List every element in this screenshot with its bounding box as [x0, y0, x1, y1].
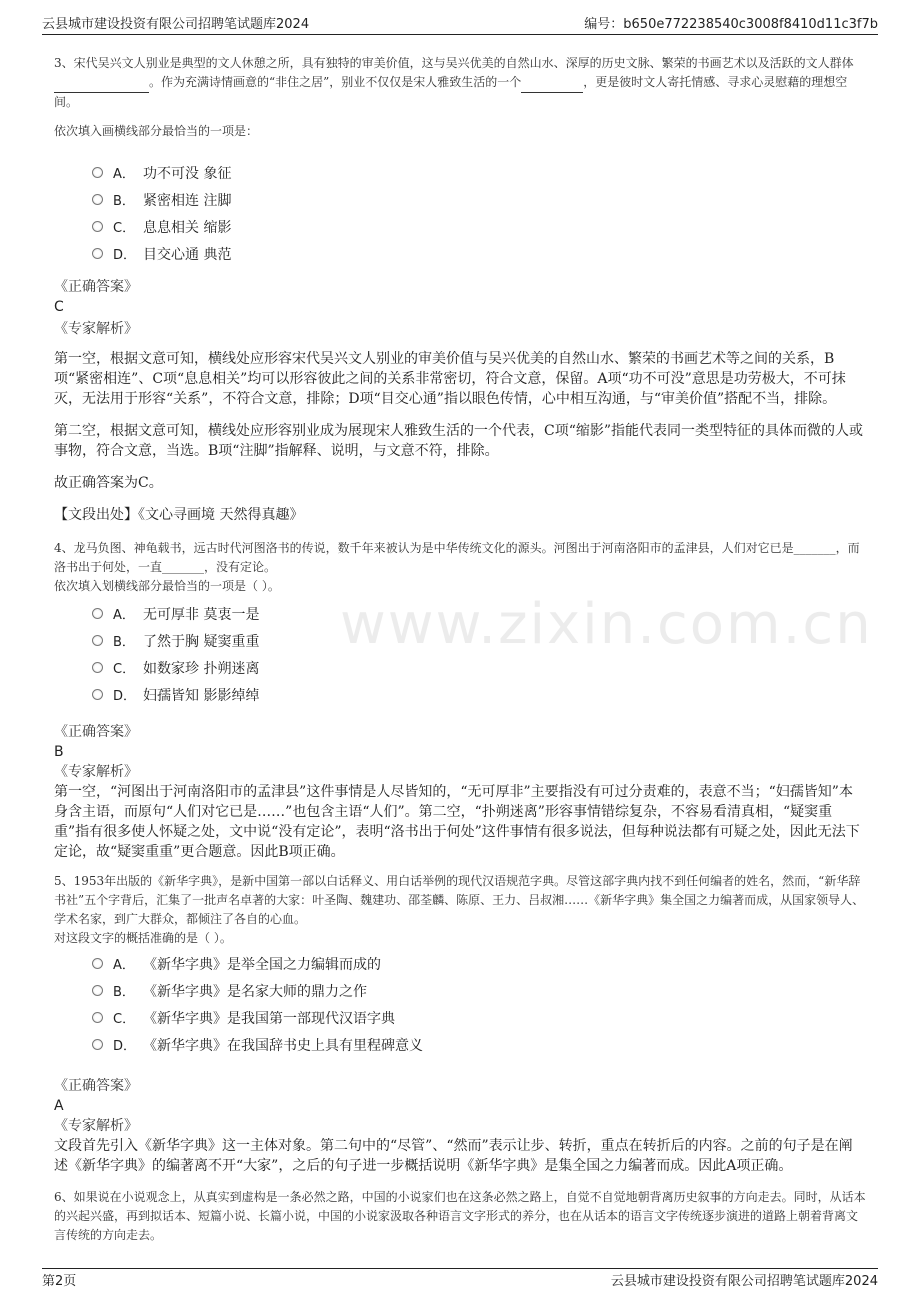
- question-5: [54, 872, 866, 1176]
- radio-icon[interactable]: [92, 248, 103, 259]
- radio-icon[interactable]: [92, 635, 103, 646]
- analysis-label: 《专家解析》: [54, 321, 138, 337]
- option-d[interactable]: D． 妇孺皆知 影影绰绰: [92, 681, 866, 708]
- answer-blank: [54, 73, 149, 93]
- watermark: www.zixin.com.cn: [340, 592, 873, 657]
- answer-label: 《正确答案》: [54, 279, 138, 295]
- radio-icon[interactable]: [92, 689, 103, 700]
- option-c[interactable]: C． 《新华字典》是我国第一部现代汉语字典: [92, 1004, 866, 1031]
- answer-value: C: [54, 299, 64, 315]
- analysis-label: 《专家解析》: [54, 1118, 138, 1134]
- analysis-text: 第一空，根据文意可知，横线处应形容宋代吴兴文人别业的审美价值与吴兴优美的自然山水、繁荣的书画艺术等之间的关系，B项“紧密相连”、C项“息息相关”均可以形容彼此之间的关系非常密切，符合文意，保留。A项“功不可没”意思是功劳极大，不可抹灭，无法用于形容“关系”，不符合文意，排除；D项“目交心通”指以眼色传情，心中相互沟通，与“审美价值”搭配不当，排除。 第二空，根据文意可知，横线处应形容别业成为展现宋人雅致生活的一个代表，C项“缩影”指能代表同一类型特征的具体而微的人或事物，符合文意，当选。B项“注脚”指解释、说明，与文意不符，排除。 故正确答案为C。: [54, 351, 864, 491]
- footer-title: 云县城市建设投资有限公司招聘笔试题库2024: [610, 1274, 878, 1289]
- answer-label: 《正确答案》: [54, 1078, 138, 1094]
- page-header: [42, 10, 878, 35]
- page-number: 第2页: [42, 1274, 77, 1289]
- option-a[interactable]: A． 功不可没 象征: [92, 159, 866, 186]
- radio-icon[interactable]: [92, 1012, 103, 1023]
- page-footer: [42, 1268, 878, 1289]
- question-6: [54, 1188, 866, 1245]
- option-d[interactable]: D． 《新华字典》在我国辞书史上具有里程碑意义: [92, 1031, 866, 1058]
- question-4: [54, 539, 866, 862]
- radio-icon[interactable]: [92, 958, 103, 969]
- radio-icon[interactable]: [92, 221, 103, 232]
- options-list: [92, 159, 866, 267]
- analysis-text: 文段首先引入《新华字典》这一主体对象。第二句中的“尽管”、“然而”表示让步、转折，重点在转折后的内容。之前的句子是在阐述《新华字典》的编著离不开“大家”，之后的句子进一步概括说明《新华字典》是集全国之力编著而成。因此A项正确。: [54, 1138, 853, 1174]
- source-citation: 【文段出处】《文心寻画境 天然得真趣》: [54, 507, 304, 523]
- answer-blank: [521, 73, 583, 93]
- header-doc-id: 编号：b650e772238540c3008f8410d11c3f7b: [584, 17, 878, 32]
- option-d[interactable]: D． 目交心通 典范: [92, 240, 866, 267]
- option-a[interactable]: A． 无可厚非 莫衷一是: [92, 600, 866, 627]
- header-title: 云县城市建设投资有限公司招聘笔试题库2024: [42, 17, 310, 32]
- question-3-text: 3、宋代吴兴文人别业是典型的文人休憩之所，具有独特的审美价值，这与吴兴优美的自然山水、深厚的历史文脉、繁荣的书画艺术以及活跃的文人群体 。作为充满诗情画意的“非住之居”，别业不仅仅是宋人雅致生活的一个 ，更是彼时文人寄托情感、寻求心灵慰藉的理想空间。 依次填入画横线部分最恰当的一项是：: [54, 54, 866, 141]
- question-prompt: 依次填入划横线部分最恰当的一项是（ ）。: [54, 579, 280, 593]
- option-a[interactable]: A． 《新华字典》是举全国之力编辑而成的: [92, 950, 866, 977]
- answer-label: 《正确答案》: [54, 724, 138, 740]
- option-c[interactable]: C． 息息相关 缩影: [92, 213, 866, 240]
- option-b[interactable]: B． 了然于胸 疑窦重重: [92, 627, 866, 654]
- radio-icon[interactable]: [92, 662, 103, 673]
- question-4-text: 4、龙马负图、神龟载书，远古时代河图洛书的传说，数千年来被认为是中华传统文化的源头。河图出于河南洛阳市的孟津县，人们对它已是_______，而洛书出于何处，一直_______，没有定论。 依次填入划横线部分最恰当的一项是（ ）。: [54, 539, 866, 596]
- options-list: [92, 950, 866, 1058]
- option-c[interactable]: C． 如数家珍 扑朔迷离: [92, 654, 866, 681]
- radio-icon[interactable]: [92, 608, 103, 619]
- answer-value: B: [54, 744, 64, 760]
- question-prompt: 对这段文字的概括准确的是（ ）。: [54, 931, 232, 945]
- option-b[interactable]: B． 紧密相连 注脚: [92, 186, 866, 213]
- radio-icon[interactable]: [92, 1039, 103, 1050]
- page-content: [54, 54, 866, 1245]
- question-3: [54, 54, 866, 525]
- radio-icon[interactable]: [92, 167, 103, 178]
- answer-value: A: [54, 1098, 64, 1114]
- question-5-text: 5、1953年出版的《新华字典》，是新中国第一部以白话释义、用白话举例的现代汉语规范字典。尽管这部字典内找不到任何编者的姓名，然而，“新华辞书社”五个字背后，汇集了一批声名卓著的大家：叶圣陶、魏建功、邵荃麟、陈原、王力、吕叔湘……《新华字典》集全国之力编著而成，从国家领导人、学术名家，到广大群众，都倾注了各自的心血。 对这段文字的概括准确的是（ ）。: [54, 872, 866, 948]
- question-6-text: 6、如果说在小说观念上，从真实到虚构是一条必然之路，中国的小说家们也在这条必然之路上，自觉不自觉地朝背离历史叙事的方向走去。同时，从话本的兴起兴盛，再到拟话本、短篇小说、长篇小说，中国的小说家汲取各种语言文字形式的养分，也在从话本的语言文字传统逐步演进的道路上朝着背离文言传统的方向走去。: [54, 1190, 866, 1242]
- options-list: [92, 600, 866, 708]
- analysis-text: 第一空，“河图出于河南洛阳市的孟津县”这件事情是人尽皆知的，“无可厚非”主要指没有可过分责难的，表意不当；“妇孺皆知”本身含主语，而原句“人们对它已是……”也包含主语“人们”。第二空，“扑朔迷离”形容事情错综复杂，不容易看清真相，“疑窦重重”指有很多使人怀疑之处，文中说“没有定论”，表明“洛书出于何处”这件事情有很多说法，但每种说法都有可疑之处，因此无法下定论，故“疑窦重重”更合题意。因此B项正确。: [54, 784, 860, 860]
- option-b[interactable]: B． 《新华字典》是名家大师的鼎力之作: [92, 977, 866, 1004]
- radio-icon[interactable]: [92, 194, 103, 205]
- question-prompt: 依次填入画横线部分最恰当的一项是：: [54, 124, 259, 138]
- analysis-label: 《专家解析》: [54, 764, 138, 780]
- radio-icon[interactable]: [92, 985, 103, 996]
